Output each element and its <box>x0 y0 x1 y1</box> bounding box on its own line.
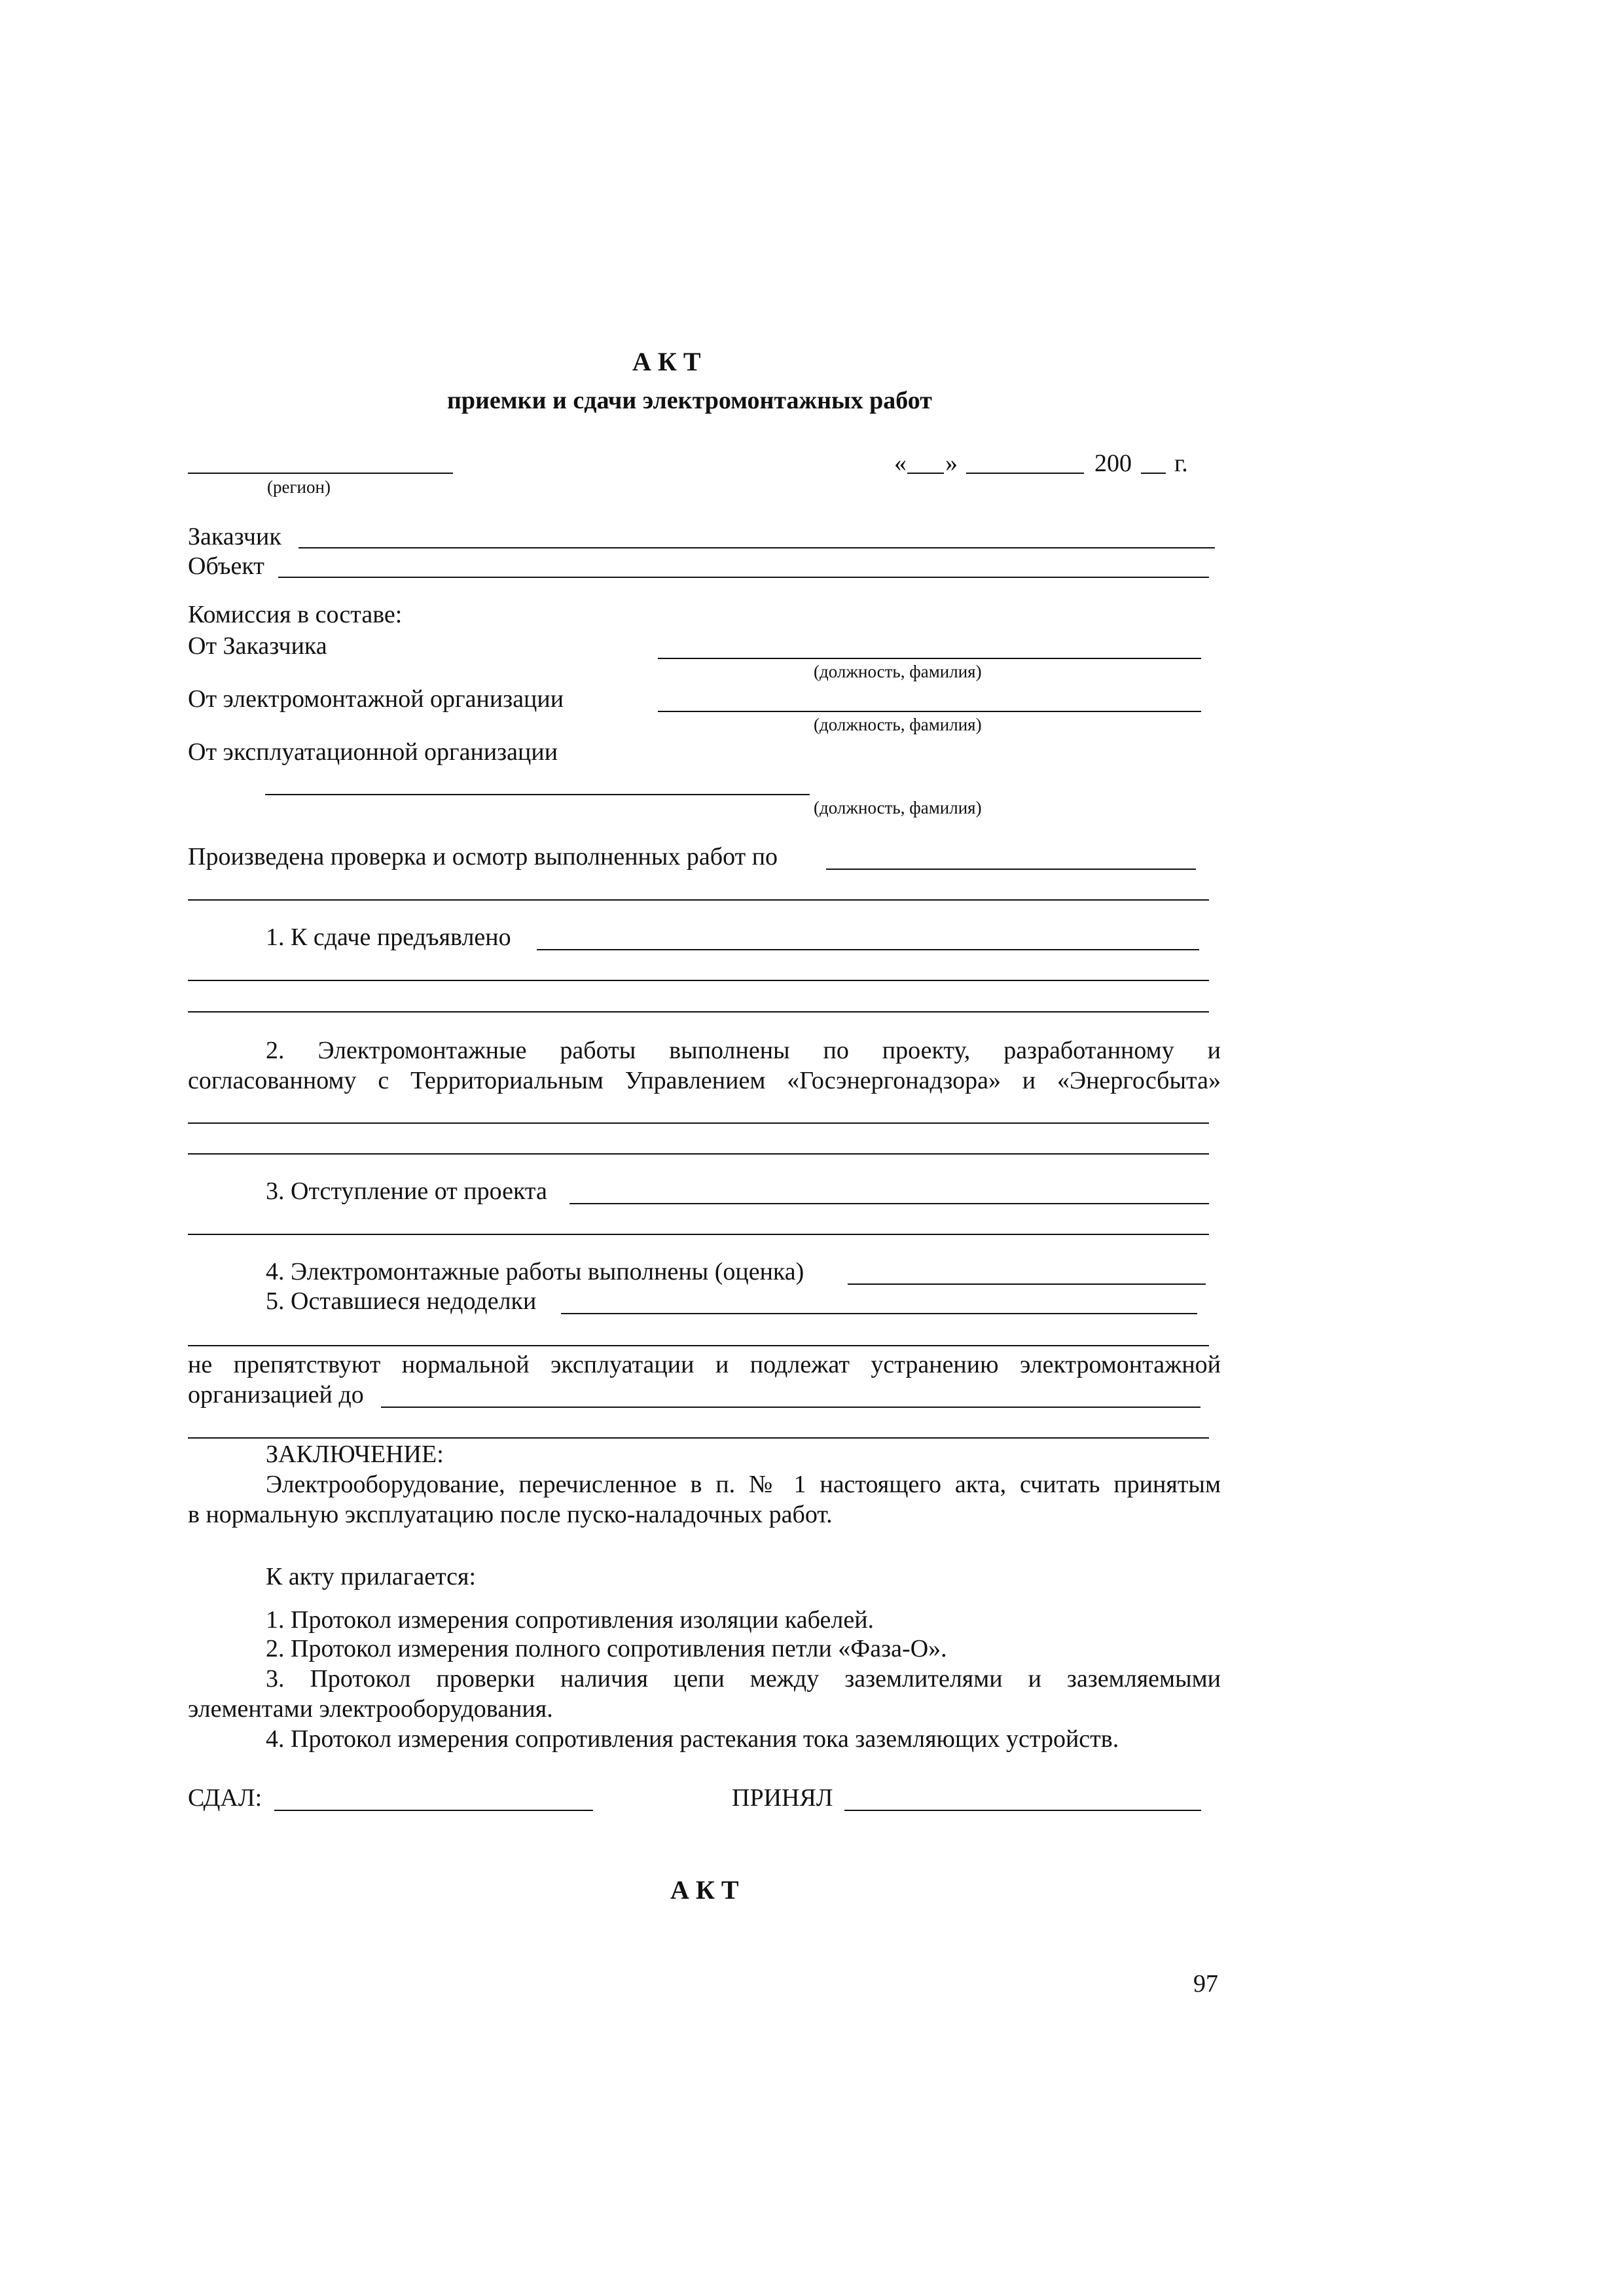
date-year-prefix: 200 <box>1094 450 1132 477</box>
item2-line-3[interactable] <box>188 1122 1209 1124</box>
conclusion-heading: ЗАКЛЮЧЕНИЕ: <box>266 1441 444 1468</box>
date-day-line[interactable] <box>907 473 944 474</box>
customer-line[interactable] <box>298 547 1215 548</box>
inspection-line-2[interactable] <box>188 899 1209 901</box>
date-month-line[interactable] <box>966 473 1084 474</box>
customer-label: Заказчик <box>188 523 281 550</box>
attachment-item-3-line-1: 3. Протокол проверки наличия цепи между заземлителями и заземляемыми <box>266 1665 1221 1693</box>
date-open-quote: « <box>894 450 907 477</box>
received-signature-line[interactable] <box>844 1810 1201 1811</box>
date-year-suffix: г. <box>1174 450 1188 477</box>
item2-line-1: 2. Электромонтажные работы выполнены по проекту, разработанному и <box>266 1037 1221 1064</box>
item2-line-4[interactable] <box>188 1153 1209 1155</box>
commission-label: Комиссия в составе: <box>188 601 403 628</box>
conclusion-line-1: Электрооборудование, перечисленное в п. № 1 настоящего акта, считать принятым <box>266 1471 1221 1498</box>
defects-deadline-line[interactable] <box>381 1407 1200 1408</box>
item1-label: 1. К сдаче предъявлено <box>266 924 511 951</box>
inspection-label: Произведена проверка и осмотр выполненных работ по <box>188 843 778 870</box>
defects-line-1: не препятствуют нормальной эксплуатации и подлежат устранению электромонтажной <box>188 1351 1221 1378</box>
conclusion-line-2: в нормальную эксплуатацию после пуско-наладочных работ. <box>188 1501 833 1528</box>
item3-line-2[interactable] <box>188 1234 1209 1235</box>
from-exploit-line[interactable] <box>265 794 810 795</box>
document-subtitle: приемки и сдачи электромонтажных работ <box>447 387 932 414</box>
next-act-title: А К Т <box>670 1875 739 1905</box>
attachment-item-4: 4. Протокол измерения сопротивления растекания тока заземляющих устройств. <box>266 1725 1119 1753</box>
from-customer-caption: (должность, фамилия) <box>814 662 982 681</box>
item5-line-2[interactable] <box>188 1345 1209 1346</box>
item1-line-3[interactable] <box>188 1011 1209 1013</box>
from-exploit-caption: (должность, фамилия) <box>814 798 982 817</box>
from-customer-line[interactable] <box>658 658 1201 659</box>
item1-line-2[interactable] <box>188 980 1209 981</box>
from-exploit-label: От эксплуатационной организации <box>188 738 558 766</box>
from-electro-line[interactable] <box>658 711 1201 712</box>
item3-line-1[interactable] <box>569 1203 1209 1204</box>
object-line[interactable] <box>278 577 1209 578</box>
attachments-heading: К акту прилагается: <box>266 1563 477 1590</box>
region-line[interactable] <box>188 473 453 474</box>
from-customer-label: От Заказчика <box>188 632 327 660</box>
from-electro-caption: (должность, фамилия) <box>814 715 982 734</box>
received-label: ПРИНЯЛ <box>732 1784 833 1812</box>
from-electro-label: От электромонтажной организации <box>188 685 564 713</box>
item1-line-1[interactable] <box>537 949 1199 950</box>
item5-label: 5. Оставшиеся недоделки <box>266 1287 537 1315</box>
date-close-quote: » <box>945 450 958 477</box>
defects-line-3[interactable] <box>188 1437 1209 1439</box>
region-caption: (регион) <box>267 477 331 497</box>
item4-label: 4. Электромонтажные работы выполнены (оценка) <box>266 1258 804 1285</box>
item2-line-2: согласованному с Территориальным Управлением «Госэнергонадзора» и «Энергосбыта» <box>188 1067 1221 1094</box>
object-label: Объект <box>188 552 264 580</box>
handed-signature-line[interactable] <box>274 1810 593 1811</box>
inspection-line-1[interactable] <box>826 869 1196 870</box>
attachment-item-1: 1. Протокол измерения сопротивления изоляции кабелей. <box>266 1606 875 1634</box>
attachment-item-3-line-2: элементами электрооборудования. <box>188 1695 553 1723</box>
item3-label: 3. Отступление от проекта <box>266 1177 547 1205</box>
handed-label: СДАЛ: <box>188 1784 262 1812</box>
page-number: 97 <box>1193 1970 1218 1998</box>
document-title: А К Т <box>632 347 701 376</box>
item5-line-1[interactable] <box>561 1313 1197 1314</box>
defects-line-2-label: организацией до <box>188 1381 364 1408</box>
attachment-item-2: 2. Протокол измерения полного сопротивления петли «Фаза-О». <box>266 1635 947 1662</box>
item4-line[interactable] <box>848 1283 1206 1285</box>
date-year-line[interactable] <box>1141 473 1166 474</box>
